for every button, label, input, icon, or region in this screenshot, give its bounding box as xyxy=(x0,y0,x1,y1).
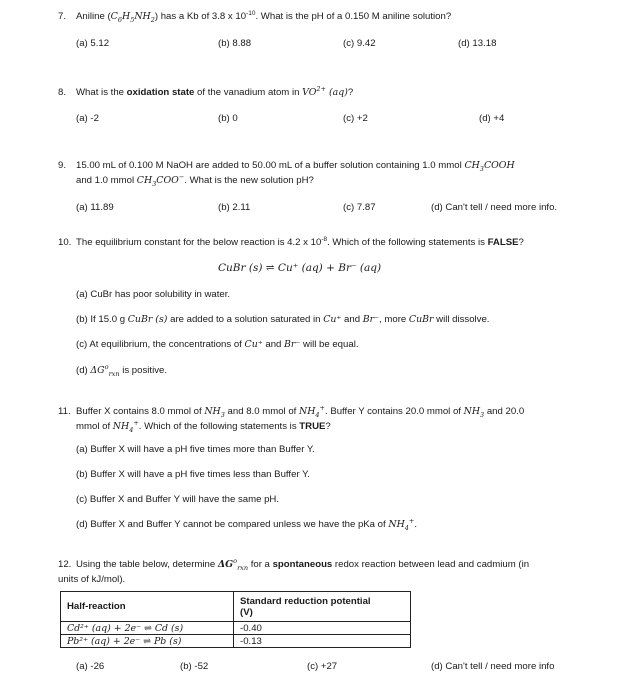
q12-option-c: (c) +27 xyxy=(307,661,338,672)
q9-number: 9. xyxy=(58,160,67,171)
q12-text-line2: units of kJ/mol). xyxy=(58,574,126,585)
q11-option-a: (a) Buffer X will have a pH five times more than Buffer Y. xyxy=(76,444,315,455)
potential-cell: -0.40 xyxy=(234,622,411,635)
q10-number: 10. xyxy=(58,237,72,248)
q7-number: 7. xyxy=(58,11,67,22)
q10-option-a: (a) CuBr has poor solubility in water. xyxy=(76,289,231,300)
q9-option-d: (d) Can't tell / need more info. xyxy=(431,202,558,213)
q11-option-b: (b) Buffer X will have a pH five times less than Buffer Y. xyxy=(76,469,310,480)
q7-option-c: (c) 9.42 xyxy=(343,38,376,49)
q11-text-line1: Buffer X contains 8.0 mmol of $NH_3$ and 8.0 mmol of $NH_4^+$. Buffer Y contains 20.0 mmol of $NH_3$ and 20.0 xyxy=(76,403,525,419)
q10-text: The equilibrium constant for the below reaction is 4.2 x $10^{-8}$. Which of the following statements is FALSE? xyxy=(76,235,524,248)
q7-option-d: (d) 13.18 xyxy=(458,38,497,49)
q10-option-d: (d) $\Delta G^o_{rxn}$ is positive. xyxy=(76,362,168,378)
q10-option-c: (c) At equilibrium, the concentrations of Cu⁺ and Br⁻ will be equal. xyxy=(76,339,359,350)
q12-option-b: (b) -52 xyxy=(180,661,209,672)
q7-option-a: (a) 5.12 xyxy=(76,38,110,49)
q7-text: Aniline $(C_6H_5NH_2)$ has a Kb of 3.8 x $10^{-10}$. What is the pH of a 0.150 M aniline solution? xyxy=(76,9,452,24)
table-row xyxy=(61,635,411,648)
half-reaction-table xyxy=(60,591,411,648)
q12-number: 12. xyxy=(58,559,72,570)
table-header-row xyxy=(61,592,411,622)
q9-text-line1: 15.00 mL of 0.100 M NaOH are added to 50.00 mL of a buffer solution containing 1.0 mmol $CH_3COOH$ xyxy=(76,160,515,173)
q9-option-c: (c) 7.87 xyxy=(343,202,376,213)
q8-option-a: (a) -2 xyxy=(76,113,99,124)
q9-option-a: (a) 11.89 xyxy=(76,202,114,213)
half-reaction-cell: Cd²⁺ (aq) + 2e⁻ ⇌ Cd (s) xyxy=(61,622,234,635)
q11-option-c: (c) Buffer X and Buffer Y will have the same pH. xyxy=(76,494,279,505)
q11-number: 11. xyxy=(58,406,71,417)
q8-option-b: (b) 0 xyxy=(218,113,238,124)
q12-option-d: (d) Can't tell / need more info xyxy=(431,661,555,672)
q9-option-b: (b) 2.11 xyxy=(218,202,251,213)
q8-text: What is the oxidation state of the vanadium atom in $VO^{2+}$ (aq)? xyxy=(76,84,354,98)
q10-reaction: CuBr (s) ⇌ Cu⁺ (aq) + Br⁻ (aq) xyxy=(218,262,382,274)
q9-text-line2: and 1.0 mmol $CH_3COO^-$. What is the new solution pH? xyxy=(76,172,314,188)
header-standard-potential: Standard reduction potential (V) xyxy=(234,592,411,622)
q11-option-d: (d) Buffer X and Buffer Y cannot be compared unless we have the pKa of $NH_4^+$. xyxy=(76,516,418,532)
q12-option-a: (a) -26 xyxy=(76,661,105,672)
q8-option-d: (d) +4 xyxy=(479,113,505,124)
q8-option-c: (c) +2 xyxy=(343,113,368,124)
table-row xyxy=(61,622,411,635)
half-reaction-cell: Pb²⁺ (aq) + 2e⁻ ⇌ Pb (s) xyxy=(61,635,234,648)
q11-text-line2: mmol of $NH_4^+$. Which of the following statements is TRUE? xyxy=(76,418,331,434)
header-half-reaction: Half-reaction xyxy=(61,592,234,622)
q12-text-line1: Using the table below, determine $\Delta G^o_{rxn}$ for a spontaneous redox reaction between lead and cadmium (in xyxy=(76,556,530,572)
potential-cell: -0.13 xyxy=(234,635,411,648)
q7-option-b: (b) 8.88 xyxy=(218,38,252,49)
q10-option-b: (b) If 15.0 g CuBr (s) are added to a solution saturated in Cu⁺ and Br⁻, more CuBr will dissolve. xyxy=(76,314,490,325)
q8-number: 8. xyxy=(58,87,67,98)
